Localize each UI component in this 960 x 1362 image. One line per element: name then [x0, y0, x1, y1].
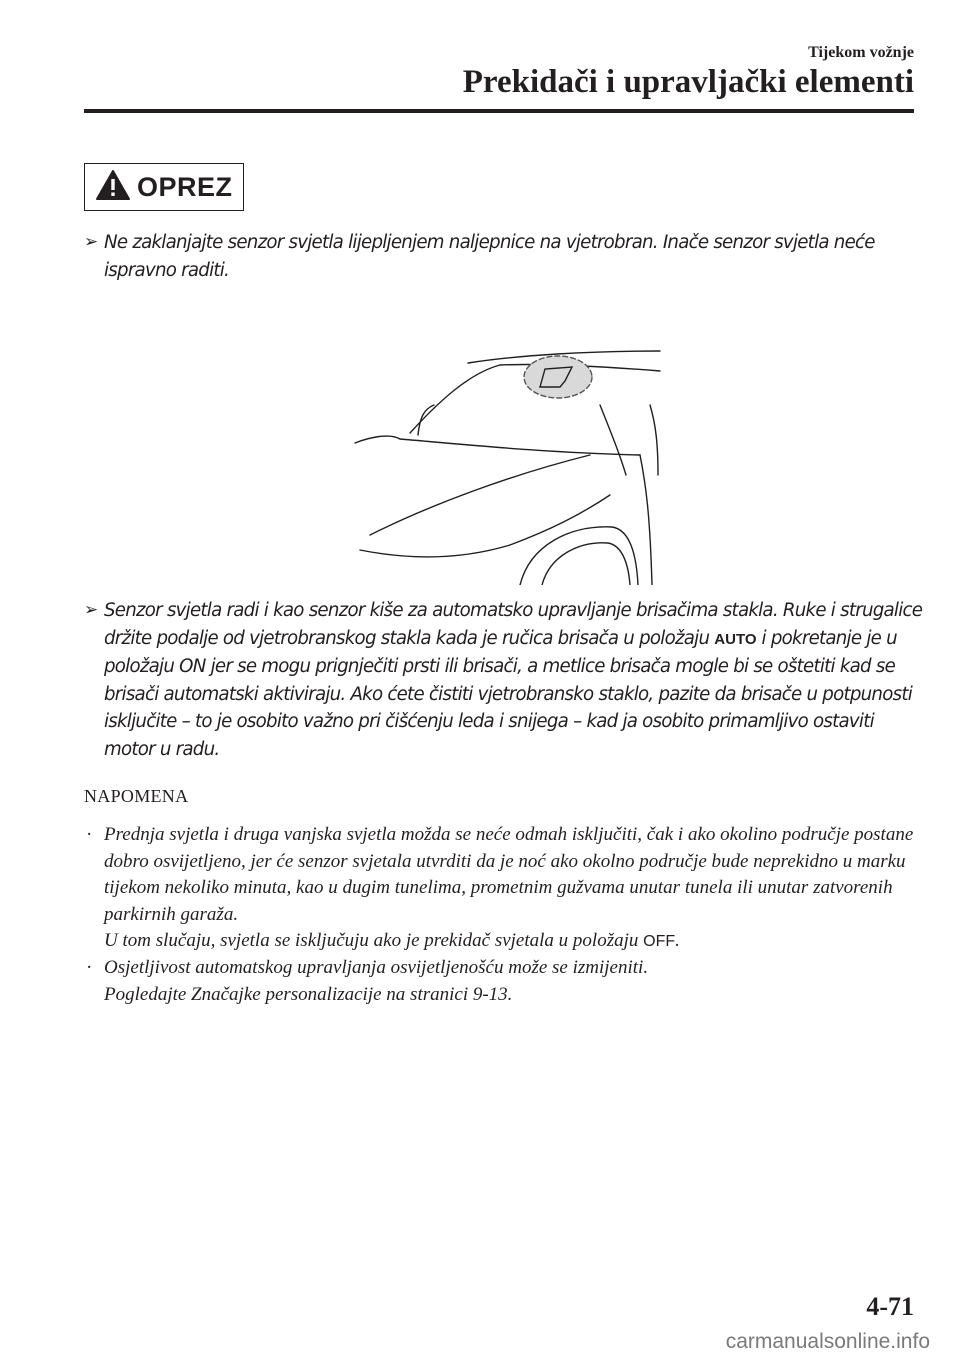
off-position-label: OFF [643, 933, 676, 950]
note-bullet: · [86, 824, 93, 845]
caution-item [84, 597, 924, 764]
caution-item [84, 229, 924, 284]
caution-item-text: Ne zaklanjajte senzor svjetla lijepljenjem naljepnice na vjetrobran. Inače senzor svjetla neće ispravno raditi. [104, 232, 875, 281]
note-item [84, 822, 924, 956]
caution-item-text: Senzor svjetla radi i kao senzor kiše za automatsko upravljanje brisačima stakla. Ruke i strugalice držite podalje od vjetrobranskog stakla kada je ručica brisača u položaju AUTO i pokretanje je u položaju ON jer se mogu prignječiti prsti ili brisači, a metlice brisača mogle bi se oštetiti kad se brisači automatski aktiviraju. Ako ćete čistiti vjetrobransko staklo, pazite da brisače u potpunosti isključite – to je osobito važno pri čišćenju leda i snijega – kad ja osobito primamljivo ostaviti motor u radu. [104, 600, 923, 760]
light-sensor-illustration [350, 345, 662, 585]
note-item-text: Prednja svjetla i druga vanjska svjetla možda se neće odmah isključiti, čak i ako okolino područje postane dobro osvijetljeno, jer će senzor svjetala utvrditi da je noć ako okolno područje bude neprekidno u marku tijekom nekoliko minuta, kao u dugim tunelima, prometnim gužvama unutar tunela ili unutar zatvorenih parkirnih garaža. [104, 824, 914, 925]
note-bullet: · [86, 957, 93, 978]
caution-box [84, 163, 244, 211]
arrow-bullet-icon: ➢ [84, 232, 98, 252]
caution-label: OPREZ [137, 171, 233, 202]
header-divider [84, 109, 914, 113]
auto-position-label: AUTO [714, 630, 757, 648]
section-name: Tijekom vožnje [808, 44, 914, 61]
warning-triangle-icon [95, 169, 131, 206]
arrow-bullet-icon: ➢ [84, 600, 98, 620]
note-item-text: Osjetljivost automatskog upravljanja osvijetljenošću može se izmijeniti. [104, 957, 649, 978]
watermark: carmanualsonline.info [725, 1330, 930, 1353]
note-heading: NAPOMENA [84, 786, 189, 806]
note-item-extra: U tom slučaju, svjetla se isključuju ako je prekidač svjetala u položaju OFF. [104, 930, 680, 951]
note-item-extra: Pogledajte Značajke personalizacije na stranici 9-13. [104, 983, 513, 1005]
page-title: Prekidači i upravljački elementi [462, 64, 914, 100]
page-number: 4-71 [866, 1292, 914, 1321]
note-item [84, 955, 924, 1008]
